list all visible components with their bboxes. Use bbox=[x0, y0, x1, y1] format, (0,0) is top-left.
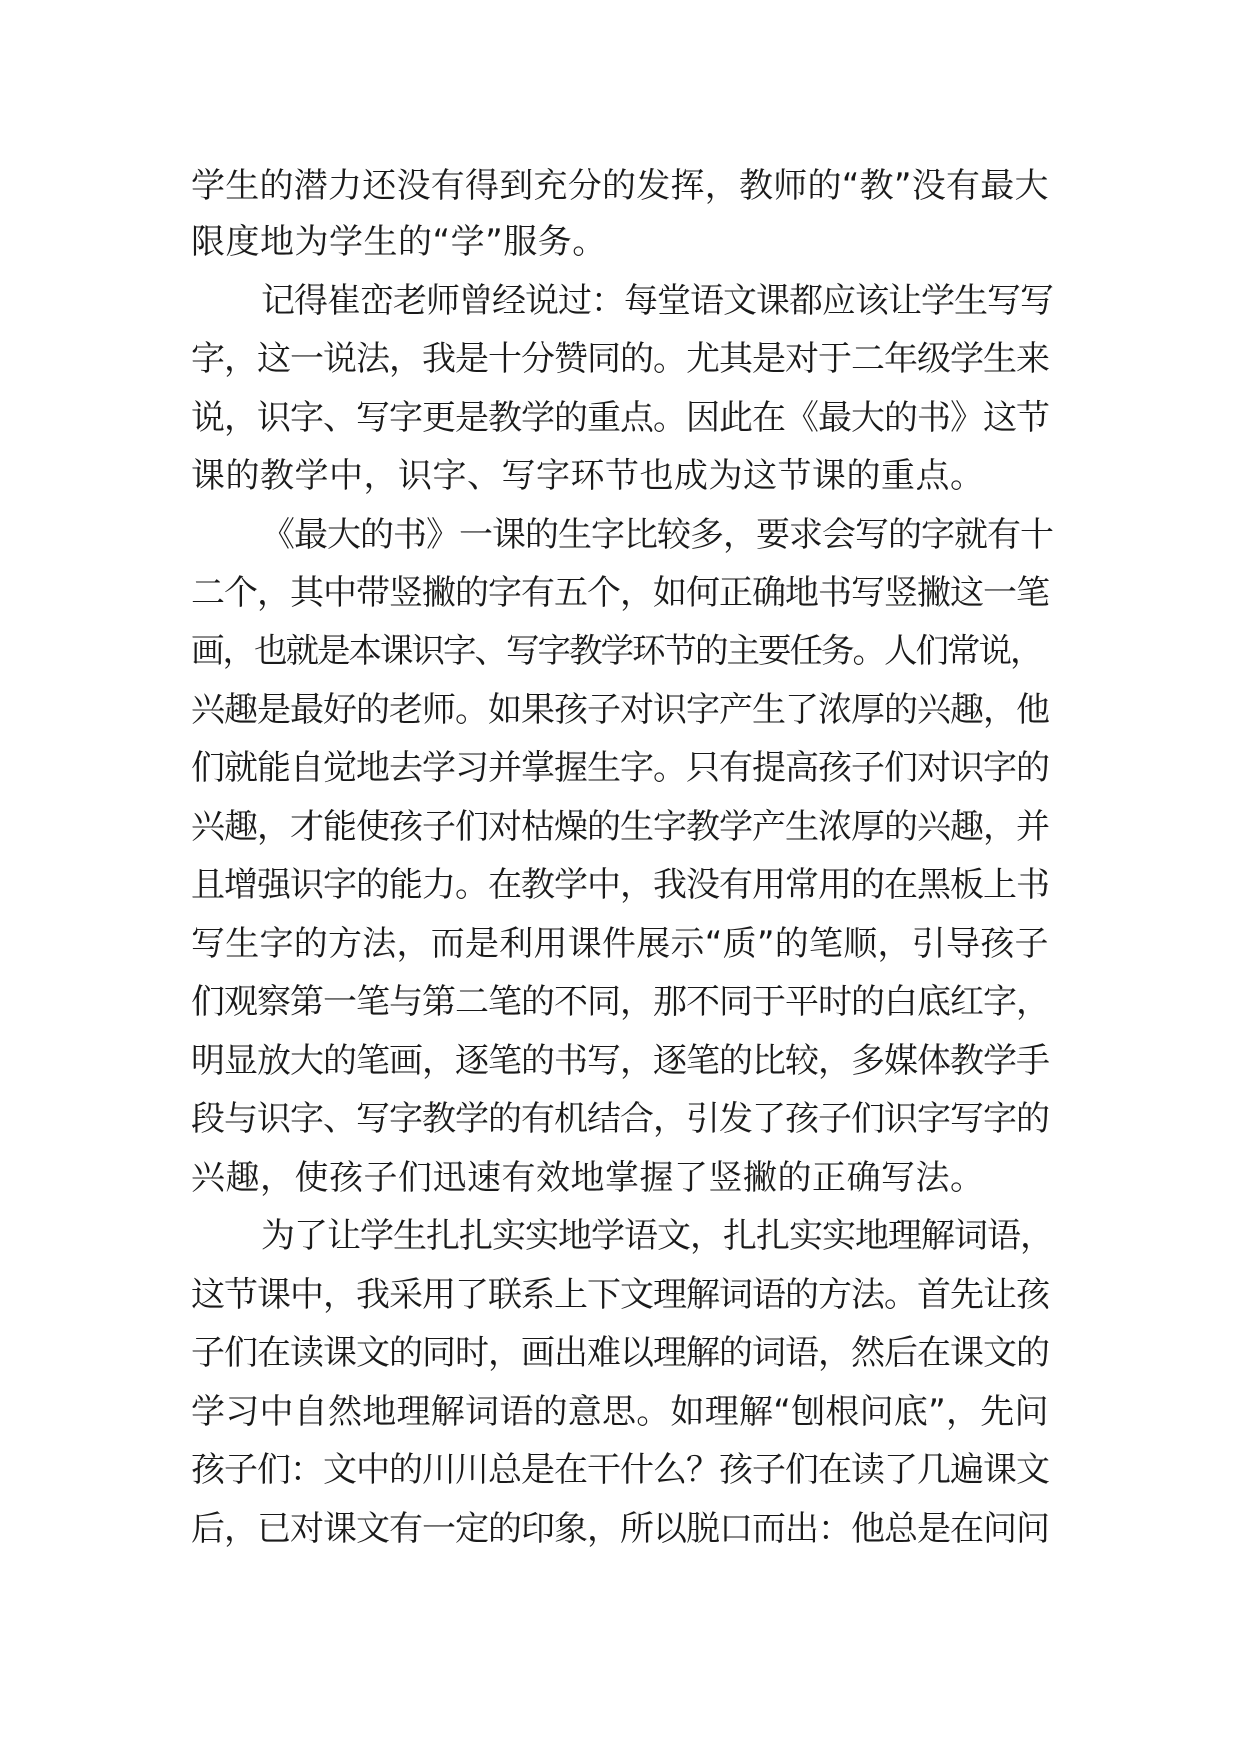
text-line: 画，也就是本课识字、写字教学环节的主要任务。人们常说， bbox=[191, 631, 1042, 670]
text-line: 们就能自觉地去学习并掌握生字。只有提高孩子们对识字的 bbox=[191, 748, 1049, 788]
text-line: 字，这一说法，我是十分赞同的。尤其是对于二年级学生来 bbox=[191, 339, 1049, 379]
text-line: 这节课中，我采用了联系上下文理解词语的方法。首先让孩 bbox=[191, 1275, 1049, 1315]
text-line: 兴趣，使孩子们迅速有效地掌握了竖撇的正确写法。 bbox=[191, 1158, 985, 1198]
paragraph-start-line: 记得崔峦老师曾经说过：每堂语文课都应该让学生写写 bbox=[261, 281, 1053, 321]
text-line: 二个，其中带竖撇的字有五个，如何正确地书写竖撇这一笔 bbox=[191, 573, 1049, 613]
text-line: 学习中自然地理解词语的意思。如理解“刨根问底”，先问 bbox=[191, 1392, 1049, 1432]
text-line: 限度地为学生的“学”服务。 bbox=[191, 222, 607, 262]
text-line: 子们在读课文的同时，画出难以理解的词语，然后在课文的 bbox=[191, 1333, 1049, 1373]
text-line: 孩子们：文中的川川总是在干什么？孩子们在读了几遍课文 bbox=[191, 1450, 1049, 1490]
paragraph-start-line: 为了让学生扎扎实实地学语文，扎扎实实地理解词语， bbox=[261, 1216, 1053, 1256]
paragraph-start-line: 《最大的书》一课的生字比较多，要求会写的字就有十 bbox=[261, 515, 1053, 555]
text-line: 写生字的方法，而是利用课件展示“质”的笔顺，引导孩子 bbox=[191, 924, 1049, 964]
text-line: 兴趣是最好的老师。如果孩子对识字产生了浓厚的兴趣，他 bbox=[191, 690, 1049, 730]
text-line: 学生的潜力还没有得到充分的发挥，教师的“教”没有最大 bbox=[191, 166, 1049, 206]
text-line: 段与识字、写字教学的有机结合，引发了孩子们识字写字的 bbox=[191, 1099, 1049, 1139]
text-line: 说，识字、写字更是教学的重点。因此在《最大的书》这节 bbox=[191, 398, 1049, 438]
text-line: 后，已对课文有一定的印象，所以脱口而出：他总是在问问 bbox=[191, 1509, 1049, 1549]
text-line: 们观察第一笔与第二笔的不同，那不同于平时的白底红字， bbox=[191, 982, 1049, 1022]
text-line: 明显放大的笔画，逐笔的书写，逐笔的比较，多媒体教学手 bbox=[191, 1041, 1049, 1081]
text-line: 课的教学中，识字、写字环节也成为这节课的重点。 bbox=[191, 456, 985, 496]
text-line: 兴趣，才能使孩子们对枯燥的生字教学产生浓厚的兴趣，并 bbox=[191, 807, 1049, 847]
text-line: 且增强识字的能力。在教学中，我没有用常用的在黑板上书 bbox=[191, 865, 1049, 905]
